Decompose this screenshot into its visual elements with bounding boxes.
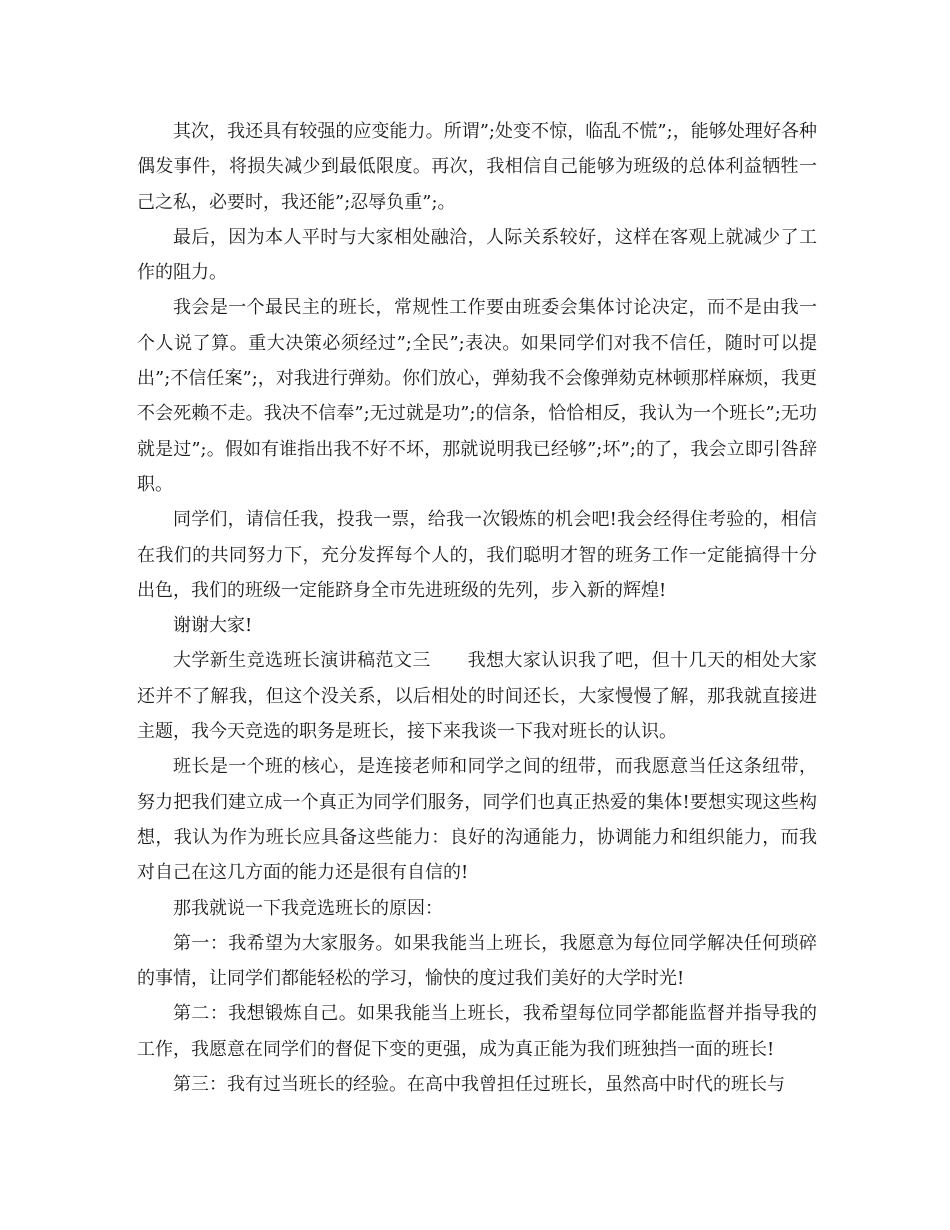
- paragraph: 我会是一个最民主的班长，常规性工作要由班委会集体讨论决定，而不是由我一个人说了算。重大决策必须经过”;全民”;表决。如果同学们对我不信任，随时可以提出”;不信任案”;，对我进行弹劾。你们放心，弹劾我不会像弹劾克林顿那样麻烦，我更不会死赖不走。我决不信奉”;无过就是功”;的信条，恰恰相反，我认为一个班长”;无功就是过”;。假如有谁指出我不好不坏，那就说明我已经够”;坏”;的了，我会立即引咎辞职。: [137, 297, 817, 495]
- paragraph: 那我就说一下我竞选班长的原因：: [173, 897, 443, 919]
- paragraph: 同学们，请信任我，投我一票，给我一次锻炼的机会吧!我会经得住考验的，相信在我们的共同努力下，充分发挥每个人的，我们聪明才智的班务工作一定能搞得十分出色，我们的班级一定能跻身全市先进班级的先列，步入新的辉煌!: [137, 509, 817, 601]
- paragraph: 班长是一个班的核心，是连接老师和同学之间的纽带，而我愿意当任这条纽带，努力把我们建立成一个真正为同学们服务，同学们也真正热爱的集体!要想实现这些构想，我认为作为班长应具备这些能力：良好的沟通能力，协调能力和组织能力，而我对自己在这几方面的能力还是很有自信的!: [137, 756, 817, 884]
- paragraph: 谢谢大家!: [173, 615, 253, 637]
- document-body: [137, 114, 817, 1102]
- paragraph: 其次，我还具有较强的应变能力。所谓”;处变不惊，临乱不慌”;，能够处理好各种偶发事件，将损失减少到最低限度。再次，我相信自己能够为班级的总体利益牺牲一己之私，必要时，我还能”;忍辱负重”;。: [137, 121, 817, 213]
- paragraph: 第三：我有过当班长的经验。在高中我曾担任过班长，虽然高中时代的班长与: [173, 1074, 785, 1096]
- paragraph: 第一：我希望为大家服务。如果我能当上班长，我愿意为每位同学解决任何琐碎的事情，让同学们都能轻松的学习，愉快的度过我们美好的大学时光!: [137, 932, 817, 990]
- paragraph: 第二：我想锻炼自己。如果我能当上班长，我希望每位同学都能监督并指导我的工作，我愿意在同学们的督促下变的更强，成为真正能为我们班独挡一面的班长!: [137, 1003, 817, 1060]
- paragraph: 最后，因为本人平时与大家相处融洽，人际关系较好，这样在客观上就减少了工作的阻力。: [137, 226, 817, 284]
- paragraph: 大学新生竞选班长演讲稿范文三 我想大家认识我了吧，但十几天的相处大家还并不了解我，但这个没关系，以后相处的时间还长，大家慢慢了解，那我就直接进主题，我今天竞选的职务是班长，接下来我谈一下我对班长的认识。: [137, 650, 817, 743]
